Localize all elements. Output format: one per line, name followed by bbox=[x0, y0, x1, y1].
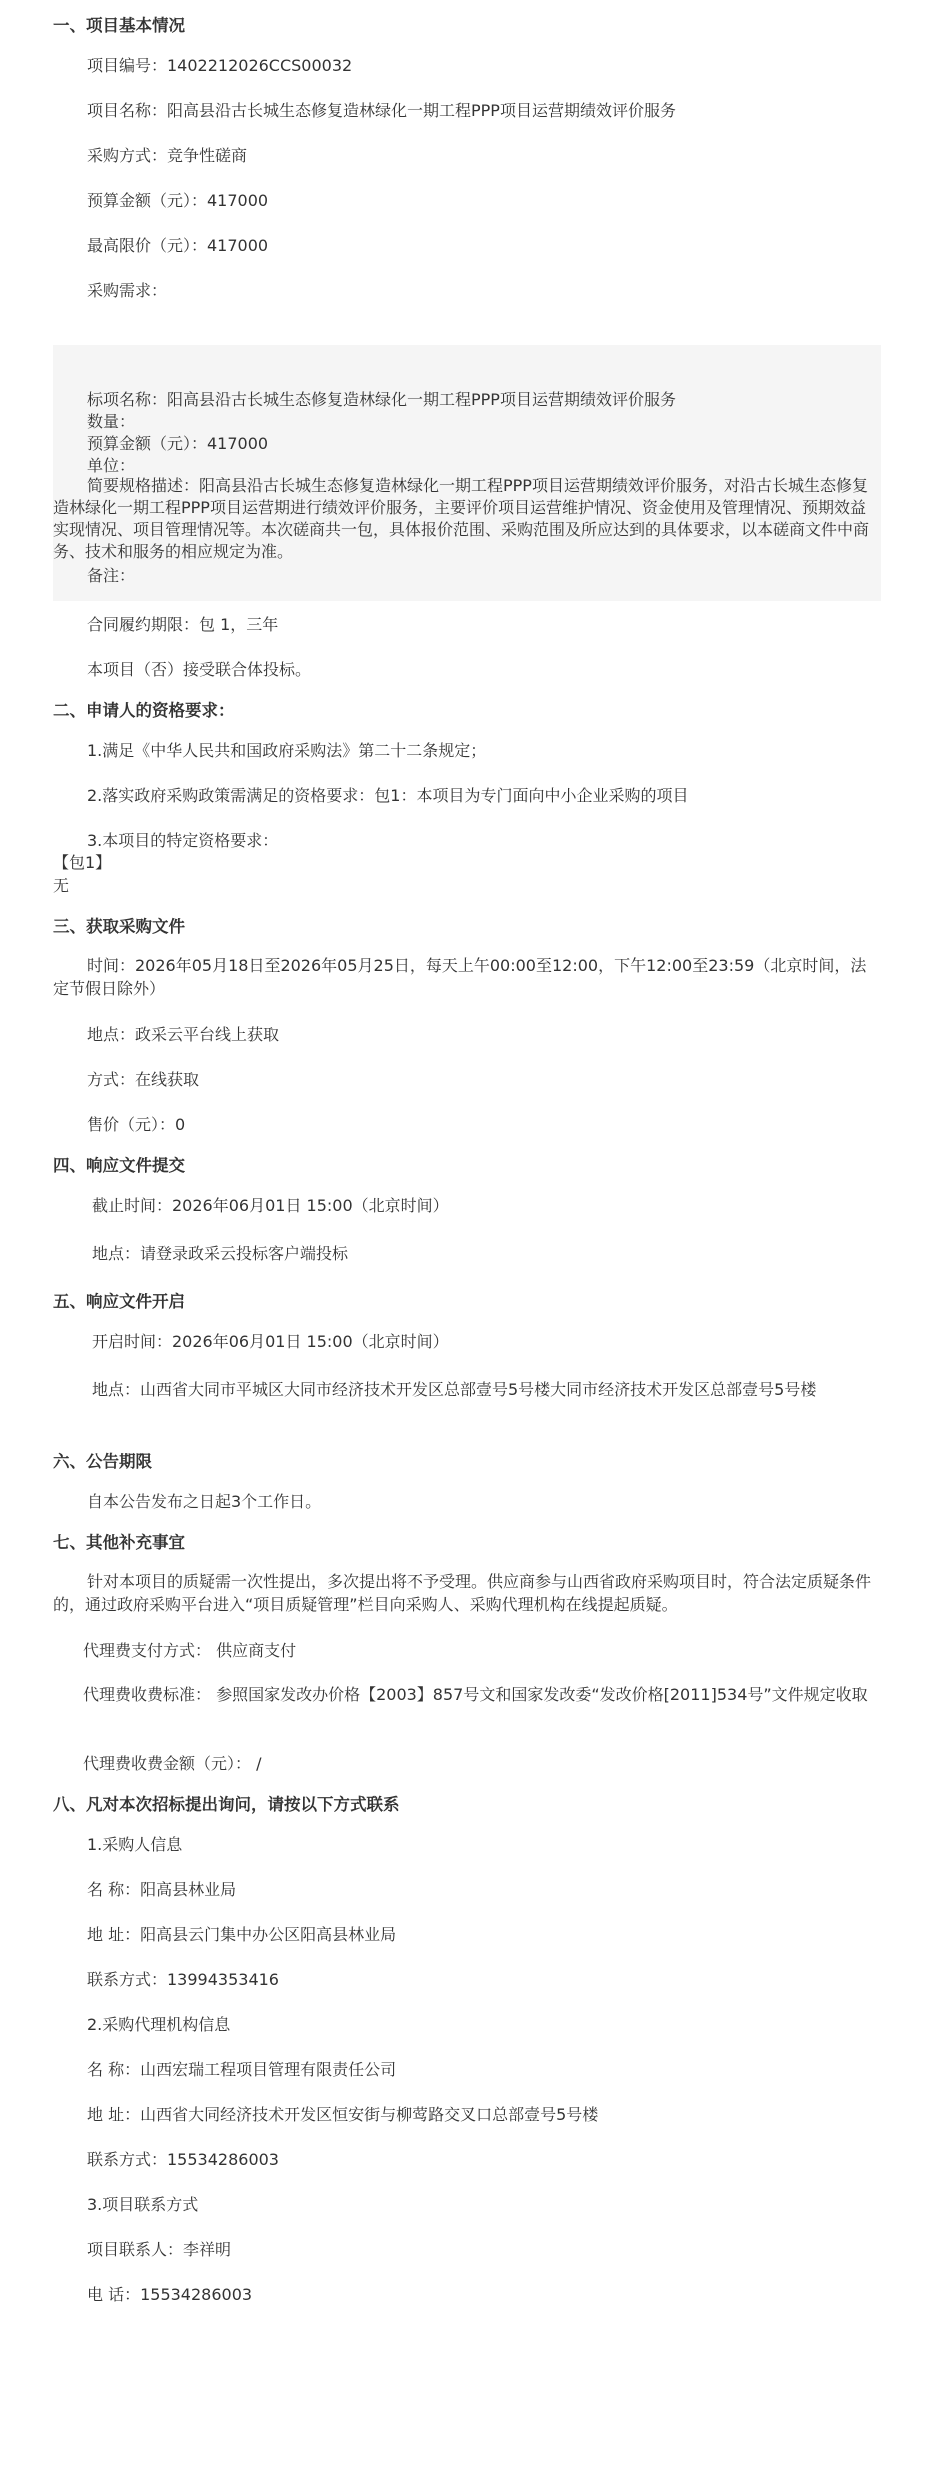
section-title-notice-period: 六、公告期限 bbox=[53, 1452, 152, 1471]
agency-fee-payment: 代理费支付方式： 供应商支付 bbox=[83, 1641, 297, 1660]
notice-period-text: 自本公告发布之日起3个工作日。 bbox=[87, 1492, 322, 1511]
agent-heading: 2.采购代理机构信息 bbox=[87, 2015, 231, 2034]
max-price: 最高限价（元）：417000 bbox=[87, 236, 269, 255]
obtain-place: 地点：政采云平台线上获取 bbox=[87, 1025, 280, 1044]
lot-spec: 简要规格描述：阳高县沿古长城生态修复造林绿化一期工程PPP项目运营期绩效评价服务，对沿古长城生态修复造林绿化一期工程PPP项目运营期进行绩效评价服务，主要评价项目运营维护情况、资金使用及管理情况、预期效益实现情况、项目管理情况等。本次磋商共一包，具体报价范围、采购范围及所应达到的具体要求，以本磋商文件中商务、技术和服务的相应规定为准。 bbox=[53, 476, 870, 561]
submission-place: 地点：请登录政采云投标客户端投标 bbox=[92, 1244, 349, 1263]
opening-place: 地点：山西省大同市平城区大同市经济技术开发区总部壹号5号楼大同市经济技术开发区总部壹号5号楼 bbox=[92, 1380, 817, 1399]
lot-quantity: 数量： bbox=[87, 412, 136, 431]
requirement-2: 2.落实政府采购政策需满足的资格要求：包1：本项目为专门面向中小企业采购的项目 bbox=[87, 786, 689, 805]
budget-amount: 预算金额（元）：417000 bbox=[87, 191, 269, 210]
agent-phone: 联系方式：15534286003 bbox=[87, 2150, 279, 2169]
lot-unit: 单位： bbox=[87, 456, 136, 475]
agency-fee-standard: 代理费收费标准： 参照国家发改办价格【2003】857号文和国家发改委“发改价格[2011]534号”文件规定收取 bbox=[83, 1685, 868, 1704]
requirement-3: 3.本项目的特定资格要求： bbox=[87, 831, 279, 850]
section-title-opening: 五、响应文件开启 bbox=[53, 1292, 185, 1311]
obtain-way: 方式：在线获取 bbox=[87, 1070, 200, 1089]
buyer-address: 地 址：阳高县云门集中办公区阳高县林业局 bbox=[87, 1925, 397, 1944]
agent-name: 名 称：山西宏瑞工程项目管理有限责任公司 bbox=[87, 2060, 397, 2079]
contact-phone: 电 话：15534286003 bbox=[87, 2285, 253, 2304]
doc-price: 售价（元）：0 bbox=[87, 1115, 186, 1134]
contact-heading: 3.项目联系方式 bbox=[87, 2195, 199, 2214]
lot-name: 标项名称：阳高县沿古长城生态修复造林绿化一期工程PPP项目运营期绩效评价服务 bbox=[87, 390, 676, 409]
demand-label: 采购需求： bbox=[87, 281, 168, 300]
opening-time: 开启时间：2026年06月01日 15:00（北京时间） bbox=[92, 1332, 449, 1351]
procurement-method: 采购方式：竞争性磋商 bbox=[87, 146, 248, 165]
agent-address: 地 址：山西省大同经济技术开发区恒安街与柳莺路交叉口总部壹号5号楼 bbox=[87, 2105, 599, 2124]
buyer-phone: 联系方式：13994353416 bbox=[87, 1970, 279, 1989]
section-title-basic-info: 一、项目基本情况 bbox=[53, 16, 185, 35]
obtain-time: 时间：2026年05月18日至2026年05月25日，每天上午00:00至12:00，下午12:00至23:59（北京时间，法定节假日除外） bbox=[53, 956, 867, 998]
section-title-contacts: 八、凡对本次招标提出询问，请按以下方式联系 bbox=[53, 1795, 400, 1814]
section-title-submission: 四、响应文件提交 bbox=[53, 1156, 185, 1175]
special-requirement-none: 无 bbox=[53, 876, 70, 895]
buyer-name: 名 称：阳高县林业局 bbox=[87, 1880, 237, 1899]
agency-fee-amount: 代理费收费金额（元）： / bbox=[83, 1754, 262, 1773]
package-label: 【包1】 bbox=[53, 853, 112, 872]
submission-deadline: 截止时间：2026年06月01日 15:00（北京时间） bbox=[92, 1196, 449, 1215]
consortium-note: 本项目（否）接受联合体投标。 bbox=[87, 660, 312, 679]
section-title-obtain-docs: 三、获取采购文件 bbox=[53, 917, 185, 936]
project-number: 项目编号：1402212026CCS00032 bbox=[87, 56, 353, 75]
project-name: 项目名称：阳高县沿古长城生态修复造林绿化一期工程PPP项目运营期绩效评价服务 bbox=[87, 101, 676, 120]
section-title-qualification: 二、申请人的资格要求： bbox=[53, 701, 235, 720]
section-title-supplementary: 七、其他补充事宜 bbox=[53, 1533, 185, 1552]
lot-remark: 备注： bbox=[87, 566, 136, 585]
lot-budget: 预算金额（元）：417000 bbox=[87, 434, 269, 453]
buyer-heading: 1.采购人信息 bbox=[87, 1835, 183, 1854]
contact-person: 项目联系人：李祥明 bbox=[87, 2240, 232, 2259]
contract-period: 合同履约期限：包 1，三年 bbox=[87, 615, 279, 634]
challenge-note: 针对本项目的质疑需一次性提出，多次提出将不予受理。供应商参与山西省政府采购项目时，符合法定质疑条件的，通过政府采购平台进入“项目质疑管理”栏目向采购人、采购代理机构在线提起质疑。 bbox=[53, 1572, 872, 1614]
requirement-1: 1.满足《中华人民共和国政府采购法》第二十二条规定； bbox=[87, 741, 487, 760]
